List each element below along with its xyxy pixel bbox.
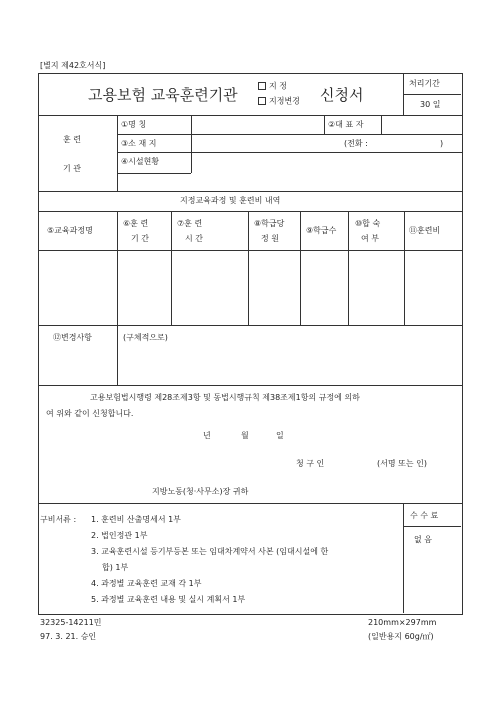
form-title-suffix: 신청서 — [320, 86, 364, 104]
course-section-title: 지정교육과정 및 훈련비 내역 — [180, 196, 281, 205]
col-period-1: ⑥훈 련 — [123, 219, 149, 228]
course-fee-cell[interactable] — [405, 251, 460, 324]
form-code: [별지 제42호서식] — [40, 61, 106, 70]
declaration-line-2: 여 위와 같이 신청합니다. — [46, 409, 134, 418]
document-item: 5. 과정별 교육훈련 내용 및 실시 계획서 1부 — [91, 595, 246, 604]
course-classes-cell[interactable] — [301, 251, 347, 324]
col-capacity-1: ⑧학급당 — [254, 219, 285, 228]
paper-size: 210mm×297mm — [368, 618, 437, 627]
document-item: 2. 법인정관 1부 — [91, 531, 148, 540]
course-capacity-cell[interactable] — [249, 251, 299, 324]
option-change[interactable] — [258, 97, 300, 106]
phone-label: (전화 : — [344, 139, 368, 148]
form-title: 고용보험 교육훈련기관 — [88, 86, 238, 104]
document-item: 합) 1부 — [102, 563, 129, 572]
document-item: 4. 과정별 교육훈련 교재 각 1부 — [91, 579, 202, 588]
institution-label-top: 훈 련 — [63, 135, 81, 144]
recipient: 지방노동(청·사무소)장 귀하 — [152, 487, 249, 496]
col-time-1: ⑦훈 련 — [177, 219, 203, 228]
col-fee: ⑪훈련비 — [409, 226, 441, 235]
col-course-name: ⑤교육과정명 — [47, 226, 93, 235]
processing-period-label: 처리기간 — [409, 79, 440, 88]
course-time-cell[interactable] — [172, 251, 247, 324]
name-label: ①명 칭 — [121, 120, 147, 129]
processing-period-value: 30 일 — [420, 100, 441, 109]
option-designate[interactable] — [258, 82, 287, 91]
designate-checkbox[interactable] — [258, 82, 266, 90]
footer-code: 32325-14211민 — [40, 618, 102, 627]
col-period-2: 기 간 — [131, 234, 149, 243]
col-time-2: 시 간 — [185, 234, 203, 243]
change-value[interactable]: (구체적으로) — [123, 333, 168, 342]
applicant-label: 청 구 인 — [296, 459, 325, 468]
paper-type: (일반용지 60g/㎡) — [368, 632, 434, 641]
designate-label: 지 정 — [269, 81, 287, 91]
applicant-name-field[interactable] — [335, 456, 373, 470]
phone-close: ) — [440, 139, 444, 148]
document-item: 3. 교육훈련시설 등기부등본 또는 임대차계약서 사본 (임대시설에 한 — [91, 547, 329, 556]
course-name-cell[interactable] — [39, 251, 116, 324]
date-day: 일 — [276, 431, 284, 440]
declaration-line-1: 고용보험법시행령 제28조제3항 및 동법시행규칙 제38조제1항의 규정에 의하 — [90, 393, 360, 402]
col-classes: ⑨학급수 — [306, 226, 337, 235]
col-lodging-1: ⑩합 숙 — [355, 219, 381, 228]
date-year: 년 — [203, 431, 211, 440]
address-label: ③소 재 지 — [121, 139, 157, 148]
name-field[interactable] — [192, 116, 323, 133]
change-label: 지정변경 — [269, 96, 300, 106]
representative-label: ②대 표 자 — [328, 120, 364, 129]
signature-label: (서명 또는 인) — [377, 459, 427, 468]
change-label: ⑫변경사항 — [53, 333, 92, 342]
footer-approval: 97. 3. 21. 승인 — [40, 632, 97, 641]
col-lodging-2: 여 부 — [361, 234, 379, 243]
representative-field[interactable] — [382, 116, 460, 133]
course-lodging-cell[interactable] — [349, 251, 403, 324]
fee-value: 없 음 — [414, 535, 432, 544]
institution-label-bottom: 기 관 — [63, 164, 81, 173]
course-period-cell[interactable] — [118, 251, 170, 324]
address-field[interactable] — [192, 135, 342, 151]
change-checkbox[interactable] — [258, 97, 266, 105]
document-item: 1. 훈련비 산출명세서 1부 — [91, 515, 181, 524]
date-month: 월 — [241, 431, 249, 440]
facility-label: ④시설현황 — [121, 157, 160, 166]
fee-label: 수 수 료 — [410, 511, 439, 520]
col-capacity-2: 정 원 — [261, 234, 279, 243]
documents-label: 구비서류 : — [40, 515, 77, 524]
facility-field[interactable] — [192, 153, 460, 190]
